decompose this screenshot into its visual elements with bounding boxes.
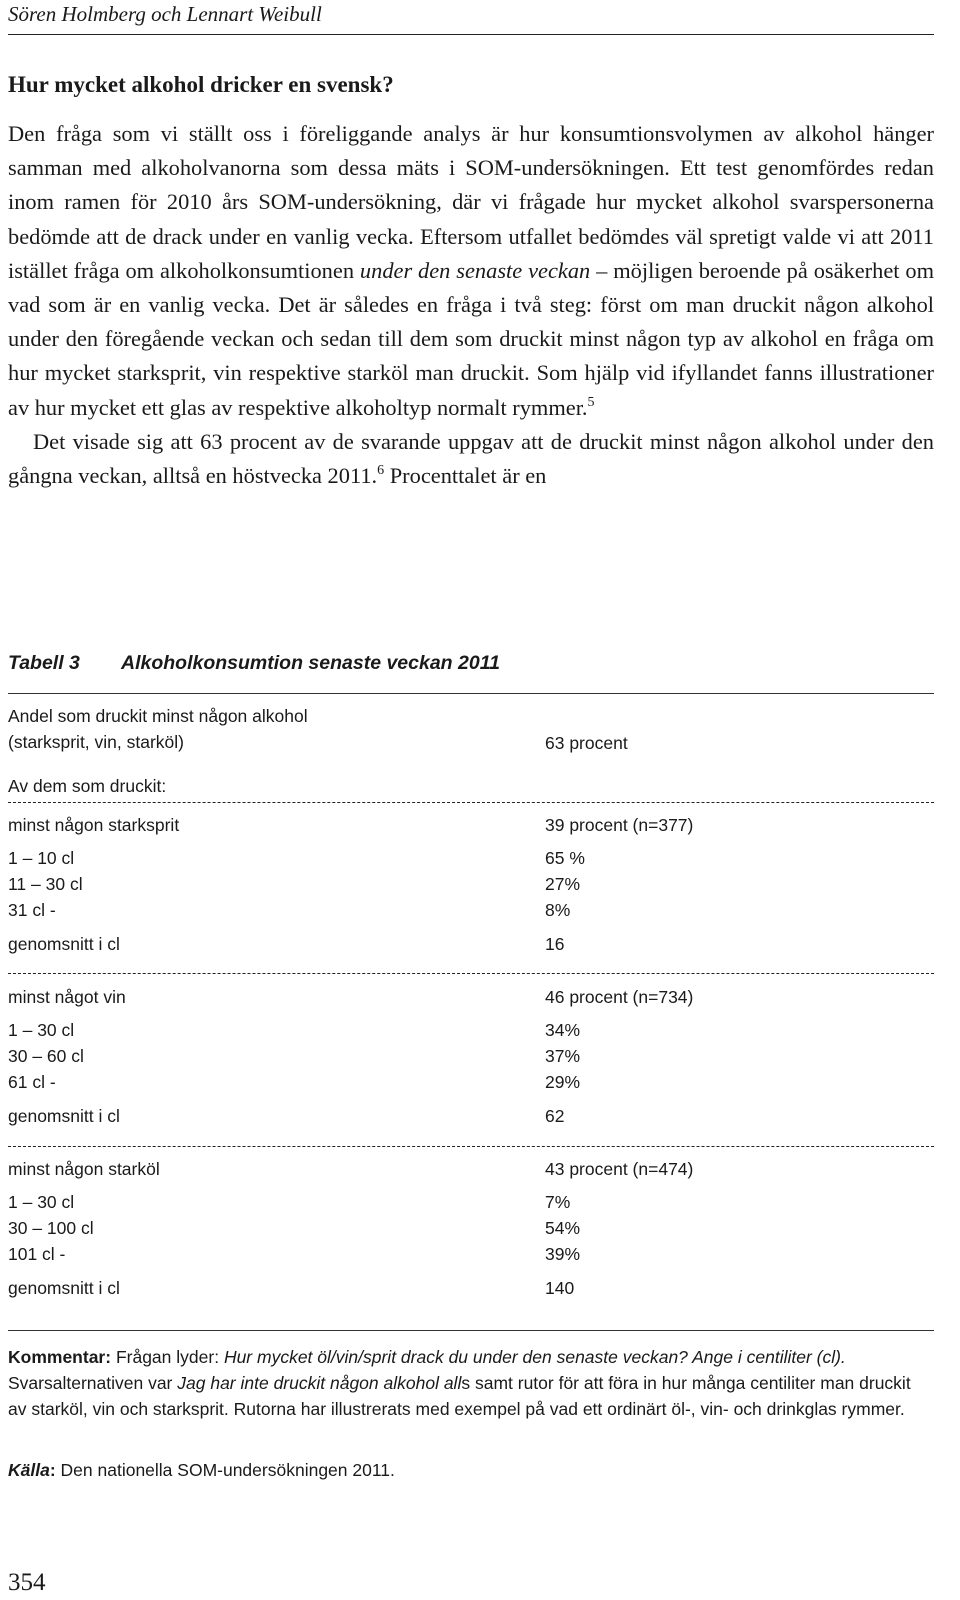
mean-value: 62 bbox=[545, 1106, 565, 1126]
row-value: 29% bbox=[545, 1072, 581, 1092]
row-label: 1 – 10 cl bbox=[8, 848, 75, 868]
footnote-ref-5: 5 bbox=[587, 394, 595, 410]
group-label: minst någon starköl bbox=[8, 1159, 160, 1179]
dashed-divider bbox=[8, 1146, 934, 1147]
row-value: 27% bbox=[545, 874, 581, 894]
paragraph-2: Det visade sig att 63 procent av de svarande uppgav att de druckit minst någon alkohol under den gångna veckan, alltså en höstvecka 2011.$^6$ Procenttalet är en bbox=[8, 428, 934, 489]
row-label: 101 cl - bbox=[8, 1244, 66, 1264]
body-text bbox=[8, 117, 934, 493]
group-label: minst något vin bbox=[8, 987, 126, 1007]
row-value: 37% bbox=[545, 1046, 581, 1066]
mean-label: genomsnitt i cl bbox=[8, 1278, 120, 1298]
running-head-authors: Sören Holmberg och Lennart Weibull bbox=[8, 2, 322, 26]
row-label: 30 – 100 cl bbox=[8, 1218, 94, 1238]
paragraph-1: Den fråga som vi ställt oss i föreliggande analys är hur konsumtionsvolymen av alkohol hänger samman med alkoholvanorna som dessa mäts i SOM-undersökningen. Ett test genomfördes redan inom ramen för 2010 års SOM-undersökning, där vi frågade hur mycket alkohol svarspersonerna bedömde att de drack under en vanlig vecka. Eftersom utfallet bedömdes väl spretigt valde vi att 2011 istället fråga om alkoholkonsumtionen under den senaste veckan – möjligen beroende på osäkerhet om vad som är en vanlig vecka. Det är således en fråga i två steg: först om man druckit någon alkohol under den föregående veckan och sedan till dem som druckit minst någon typ av alkohol en fråga om hur mycket starksprit, vin respektive starköl man druckit. Som hjälp vid ifyllandet fanns illustrationer av hur mycket ett glas av respektive alkoholtyp normalt rymmer.$^5$ bbox=[8, 121, 934, 420]
dashed-divider bbox=[8, 802, 934, 803]
intro-label-line-2: (starksprit, vin, starköl) bbox=[8, 732, 184, 752]
row-value: 65 % bbox=[545, 848, 585, 868]
row-label: 31 cl - bbox=[8, 900, 56, 920]
dashed-divider bbox=[8, 973, 934, 974]
table-source: Källa: Den nationella SOM-undersökningen 2011. bbox=[8, 1460, 395, 1480]
emphasis-text: under den senaste veckan bbox=[359, 257, 591, 283]
table-subhead: Av dem som druckit: bbox=[8, 776, 167, 796]
header-rule bbox=[8, 34, 934, 35]
comment-label: Kommentar: bbox=[8, 1347, 112, 1367]
row-value: 54% bbox=[545, 1218, 581, 1238]
answer-option-text: Jag har inte druckit någon alkohol all bbox=[177, 1372, 462, 1393]
mean-value: 16 bbox=[545, 934, 565, 954]
group-value: 39 procent (n=377) bbox=[545, 815, 694, 835]
table-top-rule bbox=[8, 693, 934, 694]
question-text: Hur mycket öl/vin/sprit drack du under den senaste veckan? Ange i centiliter (cl). bbox=[223, 1347, 846, 1367]
row-value: 34% bbox=[545, 1020, 581, 1040]
row-label: 61 cl - bbox=[8, 1072, 56, 1092]
table-title bbox=[8, 649, 500, 677]
footnote-ref-6: 6 bbox=[377, 463, 385, 479]
mean-label: genomsnitt i cl bbox=[8, 1106, 120, 1126]
table-number: Tabell 3 bbox=[8, 652, 80, 674]
group-label: minst någon starksprit bbox=[8, 815, 180, 835]
table-caption: Alkoholkonsumtion senaste veckan 2011 bbox=[121, 652, 500, 674]
mean-label: genomsnitt i cl bbox=[8, 934, 120, 954]
table-comment: Kommentar: Frågan lyder: Hur mycket öl/vin/sprit drack du under den senaste veckan? Ange i centiliter (cl). Svarsalternativen var Jag har inte druckit någon alkohol alls samt rutor för att föra in hur många centiliter man druckit av starköl, vin och starksprit. Rutorna har illustrerats med exempel på vad ett ordinärt öl-, vin- och drinkglas rymmer. bbox=[8, 1347, 911, 1419]
row-value: 8% bbox=[545, 900, 571, 920]
section-heading: Hur mycket alkohol dricker en svensk? bbox=[8, 72, 394, 97]
intro-value: 63 procent bbox=[545, 733, 628, 753]
row-value: 39% bbox=[545, 1244, 581, 1264]
group-value: 43 procent (n=474) bbox=[545, 1159, 694, 1179]
row-value: 7% bbox=[545, 1192, 571, 1212]
mean-value: 140 bbox=[545, 1278, 575, 1298]
group-value: 46 procent (n=734) bbox=[545, 987, 694, 1007]
row-label: 1 – 30 cl bbox=[8, 1192, 75, 1212]
row-label: 1 – 30 cl bbox=[8, 1020, 75, 1040]
row-label: 11 – 30 cl bbox=[8, 874, 83, 894]
page-number: 354 bbox=[8, 1569, 46, 1596]
intro-label-line-1: Andel som druckit minst någon alkohol bbox=[8, 706, 308, 726]
row-label: 30 – 60 cl bbox=[8, 1046, 84, 1066]
source-label: Källa: bbox=[8, 1460, 56, 1480]
table-bottom-rule bbox=[8, 1330, 934, 1331]
